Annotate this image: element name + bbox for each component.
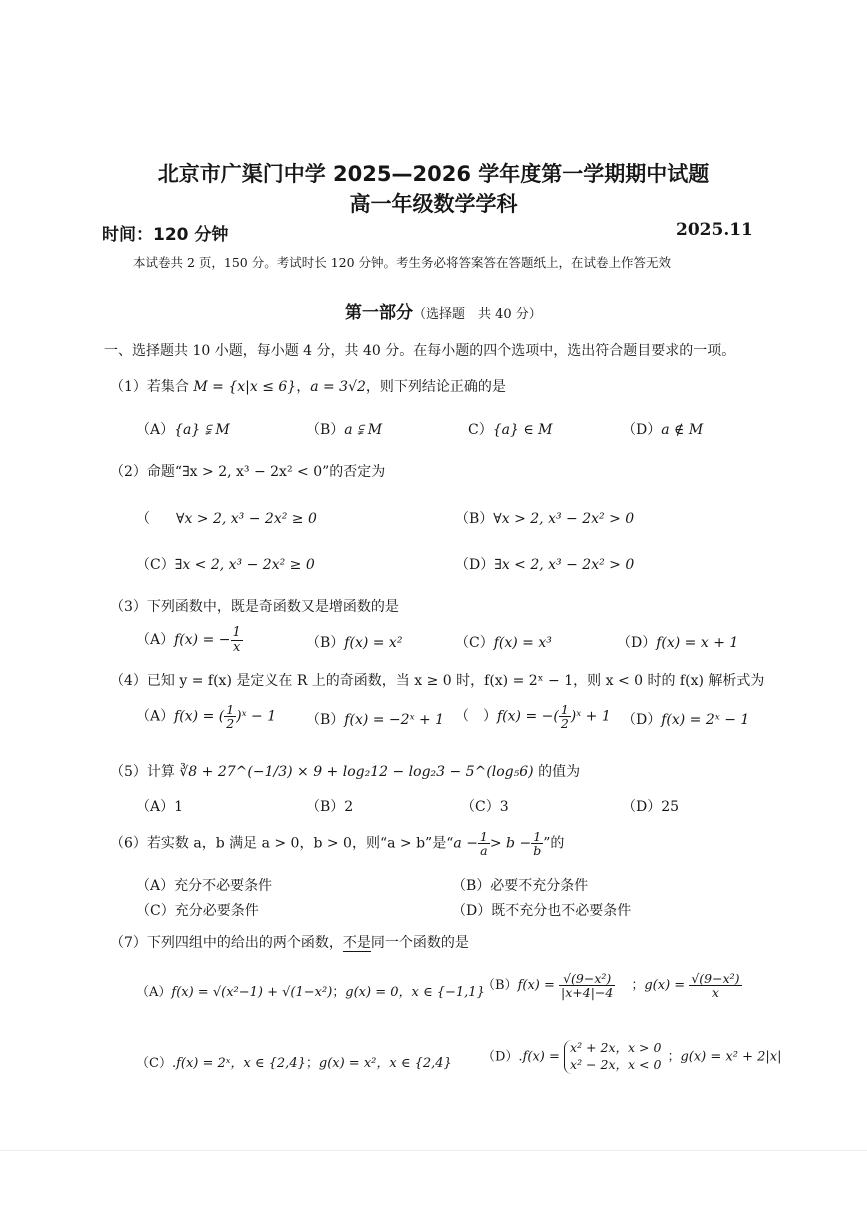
exam-date: 2025.11 [676, 220, 753, 240]
option-c[interactable]: C）{a} ∈ M [468, 422, 553, 438]
fraction: $\frac{1}{x}$ [232, 625, 241, 655]
option-b[interactable]: （B）a ⫋ M [306, 422, 383, 438]
option-b[interactable]: （B）f(x) = −2ˣ + 1 [306, 712, 445, 728]
option-b[interactable]: （B）∀x > 2, x³ − 2x² > 0 [455, 511, 635, 527]
question-1-stem: （1）若集合 M = {x|x ≤ 6}，a = 3√2，则下列结论正确的是 [110, 379, 506, 395]
option-b[interactable]: （B）f(x) = $\frac{\text{√(9−x²)}}{|x+4|-4}$ ；g(x) = $\frac{\text{√(9−x²)}}{x}$ [482, 971, 740, 1001]
piecewise-brace: x² + 2x，x > 0 x² − 2x，x < 0 [564, 1040, 661, 1074]
page-edge-divider [0, 1150, 867, 1151]
fraction: $\frac{1}{2}$ [560, 702, 569, 732]
question-6-stem: （6）若实数 a，b 满足 a > 0，b > 0，则“a > b”是“a − $\frac{1}{a}$ > b − $\frac{1}{b}$ ”的 [110, 829, 565, 859]
option-c[interactable]: （C）.f(x) = 2ˣ，x ∈ {2,4}；g(x) = x²，x ∈ {2,4} [136, 1056, 452, 1071]
fraction: $\frac{\text{√(9−x²)}}{|x+4|-4}$ [561, 971, 614, 1001]
option-c[interactable]: （C）3 [461, 799, 509, 815]
question-5-stem: （5）计算 ∛8 + 27^(−1/3) × 9 + log₂12 − log₂3 − 5^(log₅6) 的值为 [110, 764, 581, 780]
exam-title-line2: 高一年级数学学科 [349, 192, 518, 216]
option-b[interactable]: （B）f(x) = x² [306, 635, 403, 651]
section-heading [345, 298, 542, 323]
question-number: （1） [110, 379, 147, 395]
question-2-stem: （2）命题“∃x > 2, x³ − 2x² < 0”的否定为 [110, 464, 386, 480]
option-b[interactable]: （B）必要不充分条件 [452, 878, 589, 894]
option-a[interactable]: （ ∀x > 2, x³ − 2x² ≥ 0 [136, 511, 317, 527]
set-expression: M = {x|x ≤ 6} [193, 379, 297, 395]
option-c[interactable]: （ ）f(x) = −( $\frac{1}{2}$ )ˣ + 1 [455, 702, 611, 732]
option-d[interactable]: （D）25 [622, 799, 680, 815]
fraction: $\frac{1}{b}$ [533, 829, 542, 859]
option-b[interactable]: （B）2 [306, 799, 354, 815]
option-c[interactable]: （C）∃x < 2, x³ − 2x² ≥ 0 [136, 557, 315, 573]
section-subtitle: （选择题 共 40 分） [413, 307, 542, 322]
question-number: （6） [110, 835, 147, 852]
question-number: （5） [110, 764, 147, 780]
exam-title-line1: 北京市广渠门中学 2025—2026 学年度第一学期期中试题 [157, 162, 710, 186]
option-d[interactable]: （D）a ∉ M [622, 422, 704, 438]
value-expression: a = 3√2 [310, 379, 366, 395]
emphasis-not: 不是 [342, 935, 371, 951]
option-d[interactable]: （D）既不充分也不必要条件 [452, 903, 632, 919]
expression: ∛8 + 27^(−1/3) × 9 + log₂12 − log₂3 − 5^(log₅6) [179, 764, 534, 780]
section-intro: 一、选择题共 10 小题，每小题 4 分，共 40 分。在每小题的四个选项中，选出符合题目要求的一项。 [104, 343, 736, 359]
option-d[interactable]: （D）.f(x) = x² + 2x，x > 0 x² − 2x，x < 0 ；g(x) = x² + 2|x| [482, 1040, 782, 1072]
option-a[interactable]: （A）充分不必要条件 [136, 878, 273, 894]
option-a[interactable]: （A）1 [136, 799, 184, 815]
question-4-stem: （4）已知 y = f(x) 是定义在 R 上的奇函数，当 x ≥ 0 时，f(x) = 2ˣ − 1，则 x < 0 时的 f(x) 解析式为 [110, 673, 765, 689]
fraction: $\frac{1}{a}$ [479, 829, 488, 859]
option-c[interactable]: （C）f(x) = x³ [455, 635, 552, 651]
exam-instructions: 本试卷共 2 页，150 分。考试时长 120 分钟。考生务必将答案答在答题纸上，在试卷上作答无效 [133, 255, 672, 270]
option-a[interactable]: （A）f(x) = √(x²−1) + √(1−x²)；g(x) = 0，x ∈ {−1,1} [136, 985, 485, 1000]
question-number: （3） [110, 599, 147, 615]
option-c[interactable]: （C）充分必要条件 [136, 903, 259, 919]
option-a[interactable]: （A）f(x) = ( $\frac{1}{2}$ )ˣ − 1 [136, 702, 277, 732]
fraction: $\frac{\text{√(9−x²)}}{x}$ [691, 971, 740, 1001]
fraction: $\frac{1}{2}$ [226, 702, 235, 732]
question-3-stem: （3）下列函数中，既是奇函数又是增函数的是 [110, 599, 399, 615]
question-number: （7） [110, 935, 147, 951]
option-a[interactable]: （A）{a} ⫋ M [136, 422, 230, 438]
exam-time: 时间：120 分钟 [102, 225, 229, 245]
option-d[interactable]: （D）f(x) = x + 1 [617, 635, 739, 651]
question-number: （2） [110, 464, 147, 480]
option-d[interactable]: （D）f(x) = 2ˣ − 1 [622, 712, 750, 728]
question-7-stem: （7）下列四组中的给出的两个函数，不是同一个函数的是 [110, 935, 469, 951]
section-title: 第一部分 [345, 303, 413, 323]
question-number: （4） [110, 673, 147, 689]
option-a[interactable]: （A）f(x) = − $\frac{1}{x}$ [136, 625, 241, 655]
option-d[interactable]: （D）∃x < 2, x³ − 2x² > 0 [455, 557, 635, 573]
